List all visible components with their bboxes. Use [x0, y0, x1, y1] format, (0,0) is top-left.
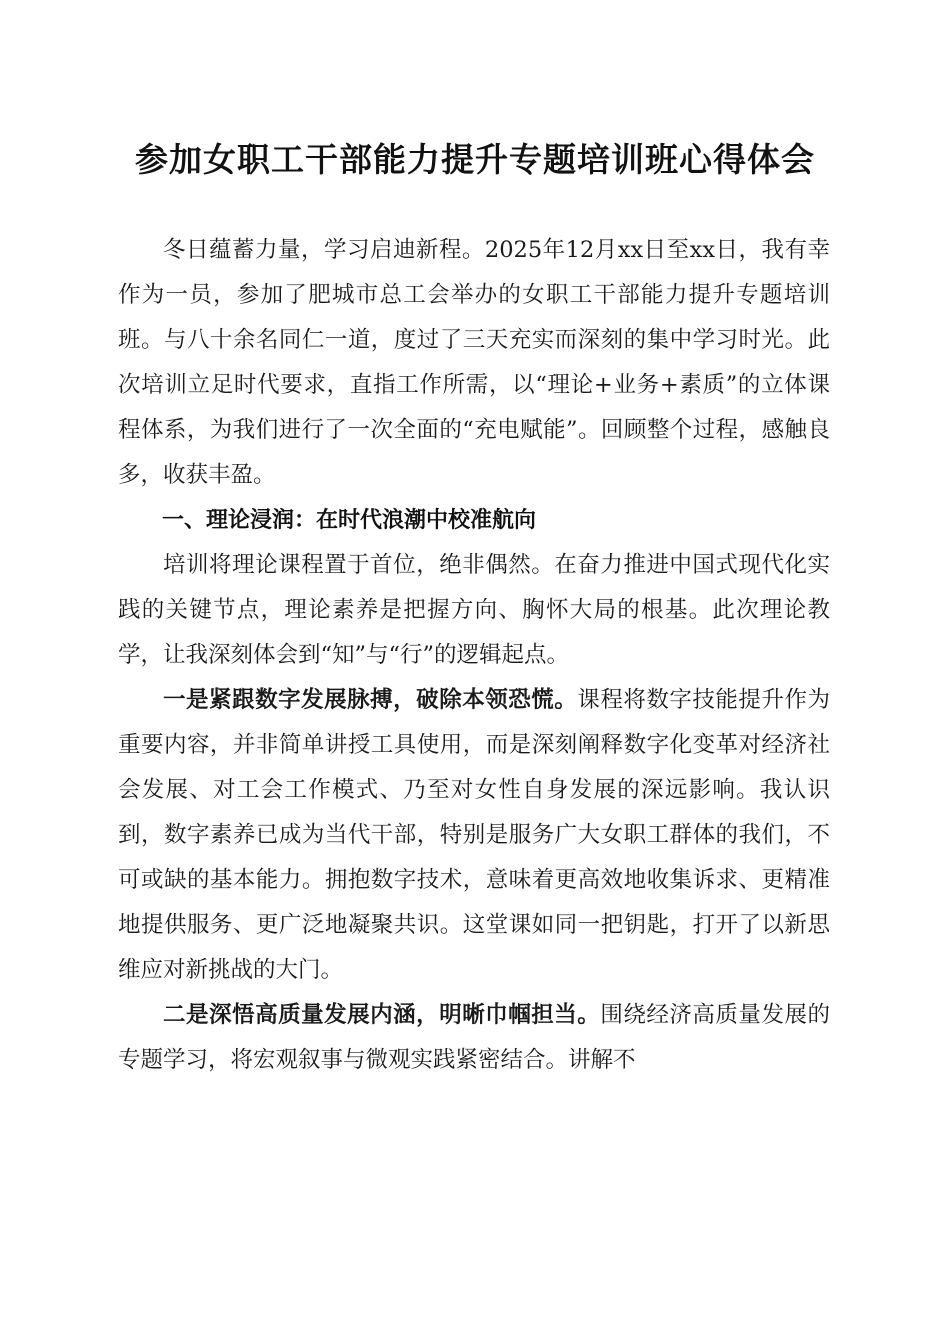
- document-body: [118, 228, 830, 1083]
- point1-lead: 一是紧跟数字发展脉搏，破除本领恐慌。: [163, 687, 578, 713]
- intro-paragraph: 冬日蕴蓄力量，学习启迪新程。2025年12月xx日至xx日，我有幸作为一员，参加了肥城市总工会举办的女职工干部能力提升专题培训班。与八十余名同仁一道，度过了三天充实而深刻的集中学习时光。此次培训立足时代要求，直指工作所需，以“理论+业务+素质”的立体课程体系，为我们进行了一次全面的“充电赋能”。回顾整个过程，感触良多，收获丰盈。: [118, 237, 830, 488]
- point1-text: 课程将数字技能提升作为重要内容，并非简单讲授工具使用，而是深刻阐释数字化变革对经济社会发展、对工会工作模式、乃至对女性自身发展的深远影响。我认识到，数字素养已成为当代干部，特别是服务广大女职工群体的我们，不可或缺的基本能力。拥抱数字技术，意味着更高效地收集诉求、更精准地提供服务、更广泛地凝聚共识。这堂课如同一把钥匙，打开了以新思维应对新挑战的大门。: [118, 687, 830, 983]
- document-title: 参加女职工干部能力提升专题培训班心得体会: [135, 140, 815, 179]
- point2-paragraph: [118, 993, 830, 1083]
- point2-text: 围绕经济高质量发展的专题学习，将宏观叙事与微观实践紧密结合。讲解不: [118, 1002, 830, 1073]
- point2-lead: 二是深悟高质量发展内涵，明晰巾帼担当。: [163, 1002, 601, 1028]
- section1-paragraph: 培训将理论课程置于首位，绝非偶然。在奋力推进中国式现代化实践的关键节点，理论素养是把握方向、胸怀大局的根基。此次理论教学，让我深刻体会到“知”与“行”的逻辑起点。: [118, 552, 830, 668]
- point1-paragraph: [118, 678, 830, 993]
- section-heading-1: 一、理论浸润：在时代浪潮中校准航向: [162, 508, 537, 533]
